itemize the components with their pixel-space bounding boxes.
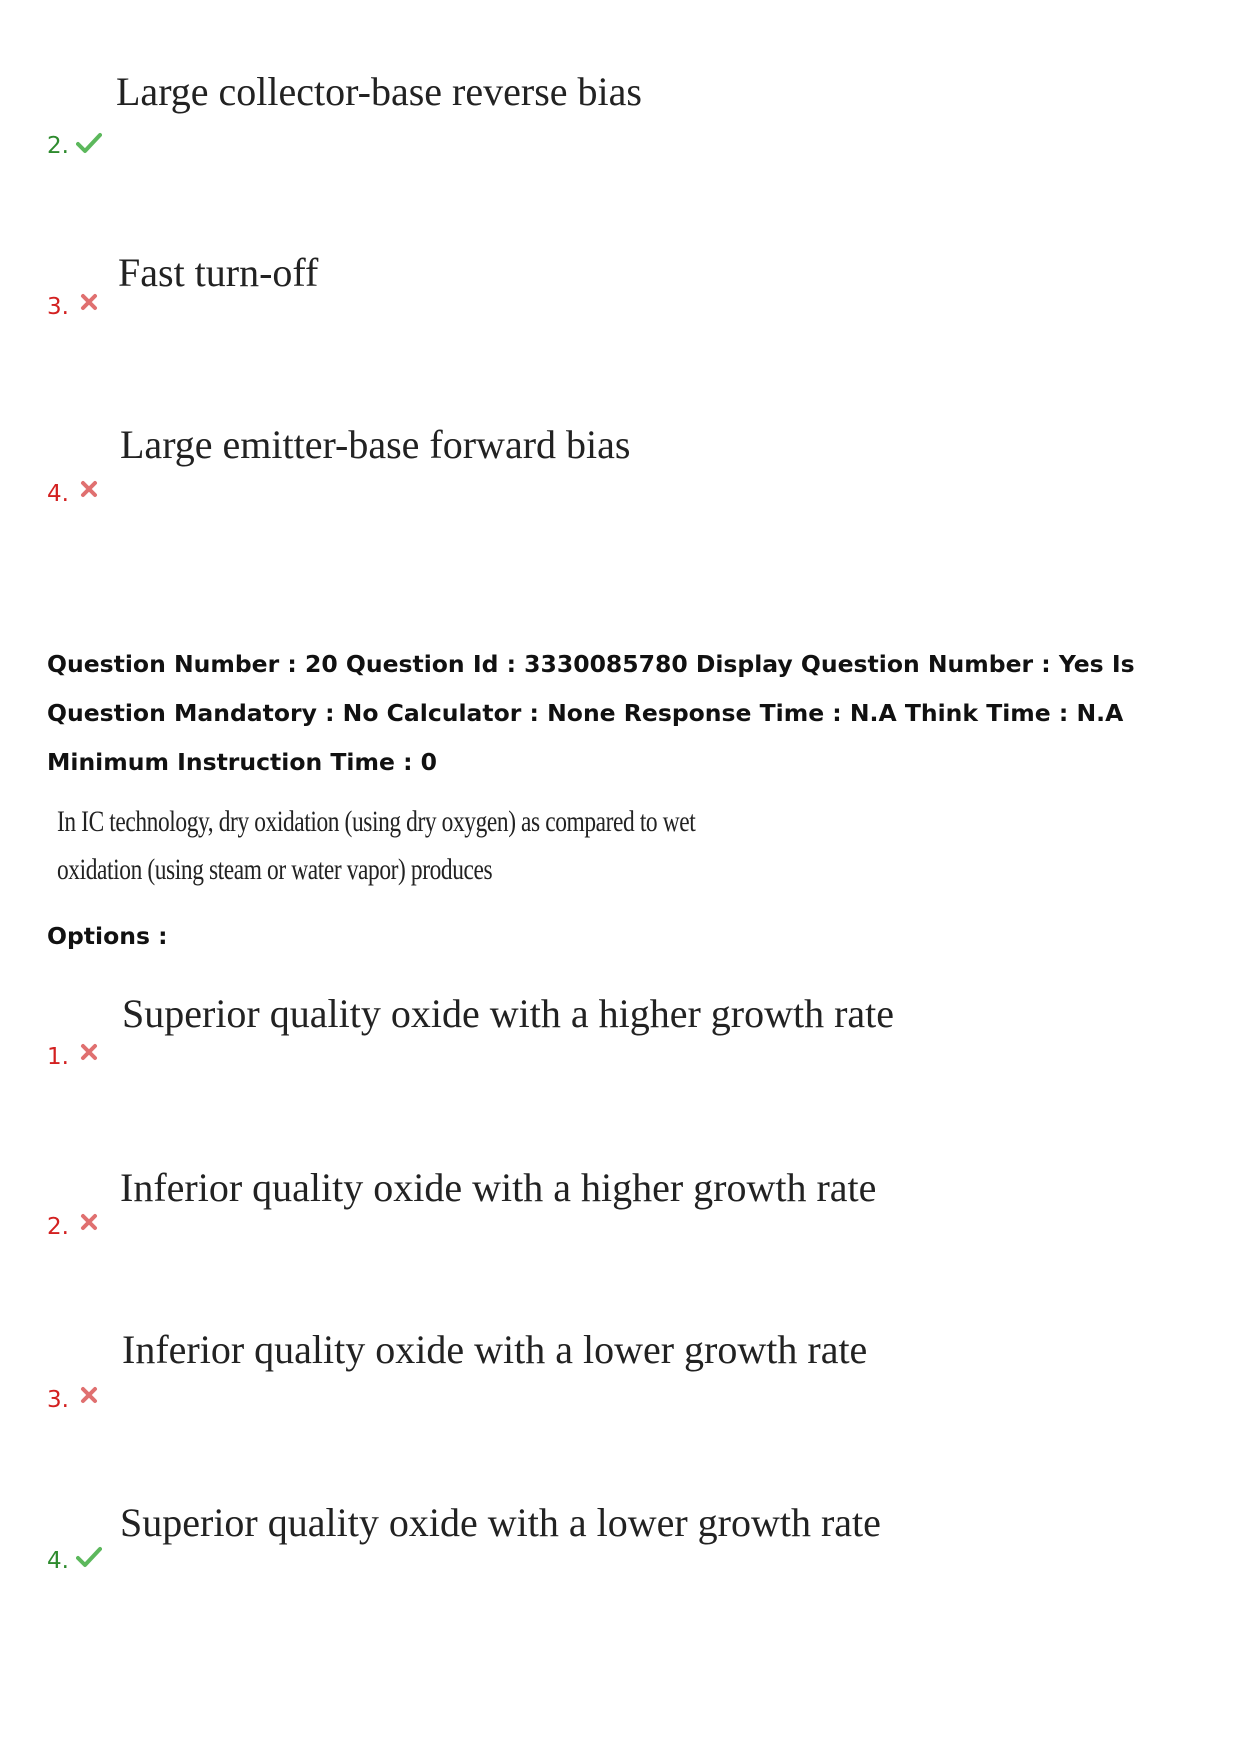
option-text: Fast turn-off bbox=[118, 250, 319, 295]
option-text: Large collector-base reverse bias bbox=[116, 69, 642, 114]
option-text: Large emitter-base forward bias bbox=[120, 422, 631, 467]
option-number: 4. bbox=[47, 481, 69, 507]
cross-icon bbox=[77, 479, 103, 501]
cross-icon bbox=[77, 1212, 103, 1234]
option-number: 4. bbox=[47, 1548, 69, 1574]
option-text: Inferior quality oxide with a lower growth rate bbox=[122, 1327, 868, 1372]
question-text: In IC technology, dry oxidation (using dry oxygen) as compared to wet oxidation (using steam or water vapor) produces bbox=[57, 805, 696, 886]
check-icon bbox=[76, 1546, 102, 1568]
cross-icon bbox=[77, 1385, 103, 1407]
option-number: 3. bbox=[47, 294, 69, 320]
question-meta: Question Number : 20 Question Id : 3330085780 Display Question Number : Yes Is Question Mandatory : No Calculator : None Response Time : N.A Think Time : N.A Minimum Instruction Time : 0 bbox=[47, 650, 1135, 776]
option-text: Inferior quality oxide with a higher growth rate bbox=[120, 1165, 877, 1210]
option-number: 1. bbox=[47, 1044, 69, 1070]
option-number: 2. bbox=[47, 133, 69, 159]
options-label: Options : bbox=[47, 922, 168, 950]
check-icon bbox=[76, 132, 102, 154]
option-text: Superior quality oxide with a higher growth rate bbox=[122, 991, 895, 1036]
option-number: 2. bbox=[47, 1214, 69, 1240]
cross-icon bbox=[77, 292, 103, 314]
option-number: 3. bbox=[47, 1387, 69, 1413]
option-text: Superior quality oxide with a lower growth rate bbox=[120, 1500, 881, 1545]
cross-icon bbox=[77, 1042, 103, 1064]
